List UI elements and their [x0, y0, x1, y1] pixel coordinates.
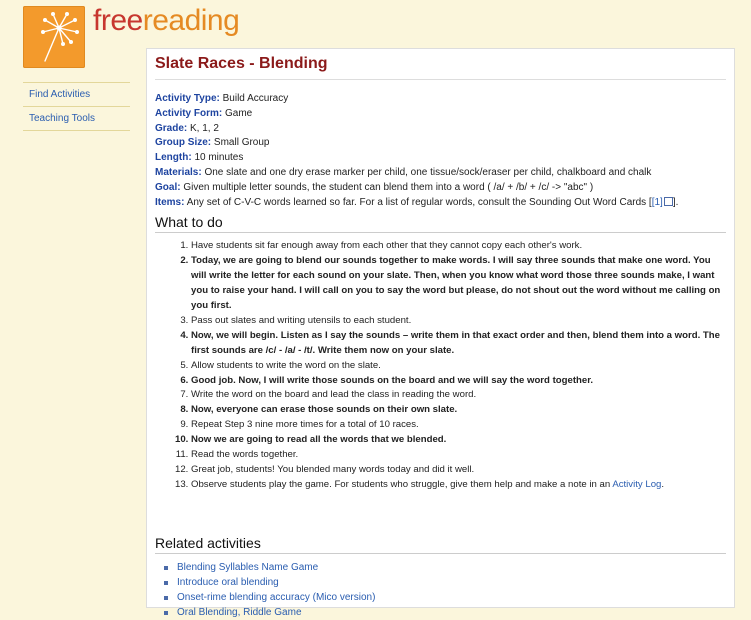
meta-value: Game: [225, 107, 253, 119]
related-link-onset-rime[interactable]: Onset-rime blending accuracy (Mico version): [177, 591, 376, 603]
step-item: [191, 478, 726, 493]
related-activities-heading: Related activities: [155, 535, 726, 554]
meta-group-size: [155, 136, 726, 151]
activity-metadata: [155, 92, 726, 210]
sidebar-item-teaching-tools[interactable]: Teaching Tools: [23, 106, 130, 131]
site-name-free: free: [93, 4, 143, 37]
step-item: 8. Now, everyone can erase those sounds on their own slate.: [191, 403, 726, 418]
meta-key: Items:: [155, 196, 185, 208]
step-item: 2. Today, we are going to blend our sounds together to make words. I will say three sounds that make one word. You will write the letter for each sound on your slate. Then, when you know what word those three sounds make, I want you to raise your hand. I will call on you to say the word but please, do not shout out the word without me calling on you first.: [191, 254, 726, 314]
related-activities-list: [155, 560, 726, 620]
steps-list: [155, 239, 726, 492]
meta-key: Activity Type:: [155, 93, 220, 104]
dandelion-logo-icon: [23, 6, 85, 68]
meta-value: 10 minutes: [194, 152, 244, 164]
step-text: Observe students play the game. For students who struggle, give them help and make a note in an: [191, 478, 613, 490]
meta-key: Goal:: [155, 181, 181, 193]
meta-value: Build Accuracy: [222, 93, 289, 104]
meta-key: Grade:: [155, 122, 188, 134]
meta-items: [155, 196, 726, 211]
sidebar: [23, 82, 130, 131]
meta-value: K, 1, 2: [190, 122, 219, 134]
step-item: 1. Have students sit far enough away from each other that they cannot copy each other's work.: [191, 239, 726, 254]
related-link-blending-syllables[interactable]: Blending Syllables Name Game: [177, 561, 319, 573]
step-text-end: .: [661, 478, 665, 490]
list-item: [173, 560, 726, 575]
meta-key: Materials:: [155, 166, 202, 178]
site-name[interactable]: [93, 4, 239, 38]
what-to-do-heading: What to do: [155, 214, 726, 233]
meta-key: Group Size:: [155, 137, 212, 149]
meta-value: Any set of C-V-C words learned so far. For a list of regular words, consult the Sounding Out Word Cards [: [186, 196, 652, 208]
main-content: [146, 48, 735, 618]
step-item: 5. Allow students to write the word on the slate.: [191, 359, 726, 374]
step-item: 7. Write the word on the board and lead the class in reading the word.: [191, 388, 726, 403]
activity-log-link[interactable]: Activity Log: [612, 478, 662, 490]
meta-activity-form: [155, 107, 726, 122]
meta-value-end: ].: [672, 196, 679, 208]
meta-materials: [155, 166, 726, 181]
list-item: [173, 575, 726, 590]
related-link-oral-blending-riddle[interactable]: Oral Blending, Riddle Game: [177, 606, 302, 618]
step-item: 9. Repeat Step 3 nine more times for a total of 10 races.: [191, 418, 726, 433]
word-cards-link[interactable]: [1]: [651, 196, 663, 208]
meta-value: Small Group: [213, 137, 270, 149]
meta-goal: [155, 181, 726, 196]
meta-grade: [155, 122, 726, 137]
step-item: 11. Read the words together.: [191, 448, 726, 463]
meta-activity-type: [155, 92, 726, 107]
step-item: 12. Great job, students! You blended many words today and did it well.: [191, 463, 726, 478]
related-link-introduce-oral-blending[interactable]: Introduce oral blending: [177, 576, 279, 588]
external-link-icon: [664, 197, 673, 206]
site-name-reading: reading: [142, 4, 240, 37]
meta-key: Length:: [155, 152, 192, 164]
step-item: 6. Good job. Now, I will write those sounds on the board and we will say the word together.: [191, 374, 726, 389]
list-item: [173, 590, 726, 605]
step-item: 3. Pass out slates and writing utensils to each student.: [191, 314, 726, 329]
meta-key: Activity Form:: [155, 107, 223, 119]
meta-value: Given multiple letter sounds, the student can blend them into a word ( /a/ + /b/ + /c/ -> "abc" ): [183, 181, 594, 193]
meta-length: [155, 151, 726, 166]
step-item: 4. Now, we will begin. Listen as I say the sounds – write them in that exact order and then, blend them into a word. The first sounds are /c/ - /a/ - /t/. Write them now on your slate.: [191, 329, 726, 359]
page-title: Slate Races - Blending: [155, 55, 726, 80]
site-logo[interactable]: [23, 6, 85, 68]
meta-value: One slate and one dry erase marker per child, one tissue/sock/eraser per child, chalkboard and chalk: [204, 166, 652, 178]
sidebar-item-find-activities[interactable]: Find Activities: [23, 82, 130, 106]
list-item: [173, 605, 726, 620]
step-item: 10. Now we are going to read all the words that we blended.: [191, 433, 726, 448]
